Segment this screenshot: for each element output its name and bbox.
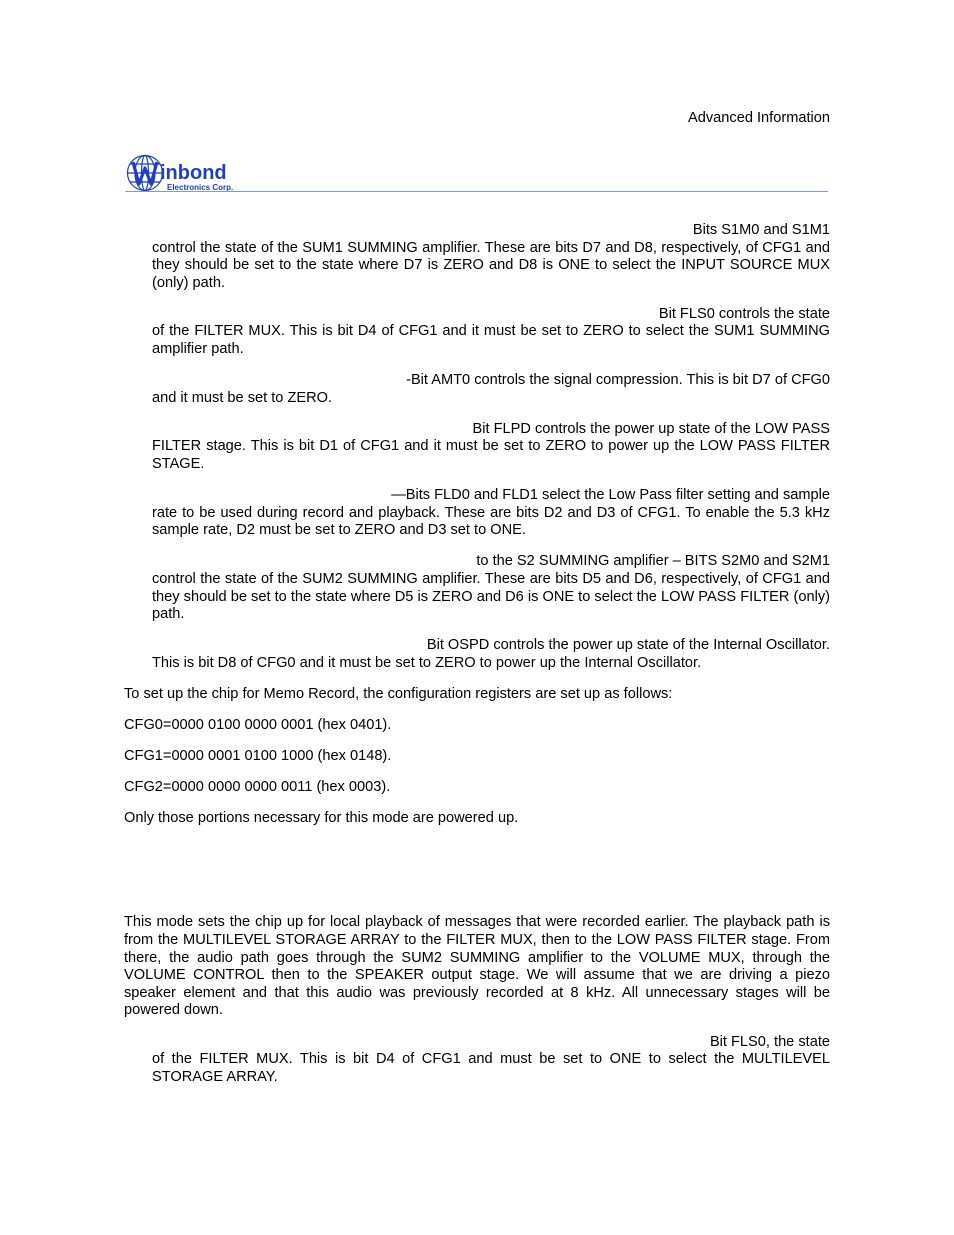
list-item (152, 372, 830, 407)
item-lead: to the S2 SUMMING amplifier – BITS S2M0 and S2M1 (476, 553, 830, 570)
cfg0-value: CFG0=0000 0100 0000 0001 (hex 0401). (124, 717, 392, 734)
item-lead: -Bit AMT0 controls the signal compression. This is bit D7 of CFG0 (406, 372, 830, 389)
cfg2-value: CFG2=0000 0000 0000 0011 (hex 0003). (124, 779, 391, 796)
item-text: of the FILTER MUX. This is bit D4 of CFG1 and it must be set to ZERO to select the SUM1 SUMMING amplifier path. (152, 323, 830, 358)
item-lead: Bit OSPD controls the power up state of the Internal Oscillator. (426, 637, 830, 654)
logo-subtitle: Electronics Corp. (167, 183, 234, 192)
list-item (152, 1034, 830, 1087)
globe-icon (128, 156, 163, 191)
item-text: control the state of the SUM1 SUMMING amplifier. These are bits D7 and D8, respectively, of CFG1 and they should be set to the state where D7 is ZERO and D8 is ONE to select the INPUT SOURCE MUX (only) path. (152, 239, 830, 291)
header-advanced-information: Advanced Information (688, 110, 830, 126)
setup-intro: To set up the chip for Memo Record, the configuration registers are set up as follows: (124, 685, 673, 702)
playback-paragraph: This mode sets the chip up for local playback of messages that were recorded earlier. The playback path is from the MULTILEVEL STORAGE ARRAY to the FILTER MUX, then to the LOW PASS FILTER stage. From there, the audio path goes through the SUM2 SUMMING amplifier to the VOLUME MUX, through the VOLUME CONTROL then to the SPEAKER output stage. We will assume that we are driving a piezo speaker element and that this audio was previously recorded at 8 kHz. All unnecessary stages will be powered down. (124, 914, 830, 1019)
item-text: of the FILTER MUX. This is bit D4 of CFG1 and must be set to ONE to select the MULTILEVEL STORAGE ARRAY. (152, 1051, 830, 1085)
item-text: rate to be used during record and playback. These are bits D2 and D3 of CFG1. To enable the 5.3 kHz sample rate, D2 must be set to ZERO and D3 set to ONE. (152, 504, 830, 539)
item-text: FILTER stage. This is bit D1 of CFG1 and it must be set to ZERO to power up the LOW PASS FILTER STAGE. (152, 438, 830, 473)
winbond-logo (126, 153, 256, 193)
list-item (152, 222, 830, 292)
list-item (152, 306, 830, 359)
item-lead: Bit FLPD controls the power up state of the LOW PASS (472, 420, 830, 437)
list-item (152, 421, 830, 474)
item-lead: Bits S1M0 and S1M1 (692, 222, 830, 238)
list-item (152, 553, 830, 623)
item-text: and it must be set to ZERO. (152, 389, 333, 406)
item-text: This is bit D8 of CFG0 and it must be set to ZERO to power up the Internal Oscillator. (152, 654, 702, 671)
powered-note: Only those portions necessary for this mode are powered up. (124, 810, 519, 827)
list-item (152, 637, 830, 672)
document-body (124, 222, 830, 1100)
item-lead: Bit FLS0, the state (709, 1033, 830, 1050)
header-rule (125, 191, 828, 192)
item-lead: Bit FLS0 controls the state (658, 305, 830, 322)
logo-wordmark: inbond (160, 162, 227, 184)
item-lead: —Bits FLD0 and FLD1 select the Low Pass filter setting and sample (391, 487, 830, 504)
list-item (152, 487, 830, 540)
item-text: control the state of the SUM2 SUMMING amplifier. These are bits D5 and D6, respectively, of CFG1 and they should be set to the state where D5 is ZERO and D6 is ONE to select the LOW PASS FILTER (only) path. (152, 571, 830, 623)
cfg1-value: CFG1=0000 0001 0100 1000 (hex 0148). (124, 748, 392, 765)
section-gap (124, 841, 830, 914)
